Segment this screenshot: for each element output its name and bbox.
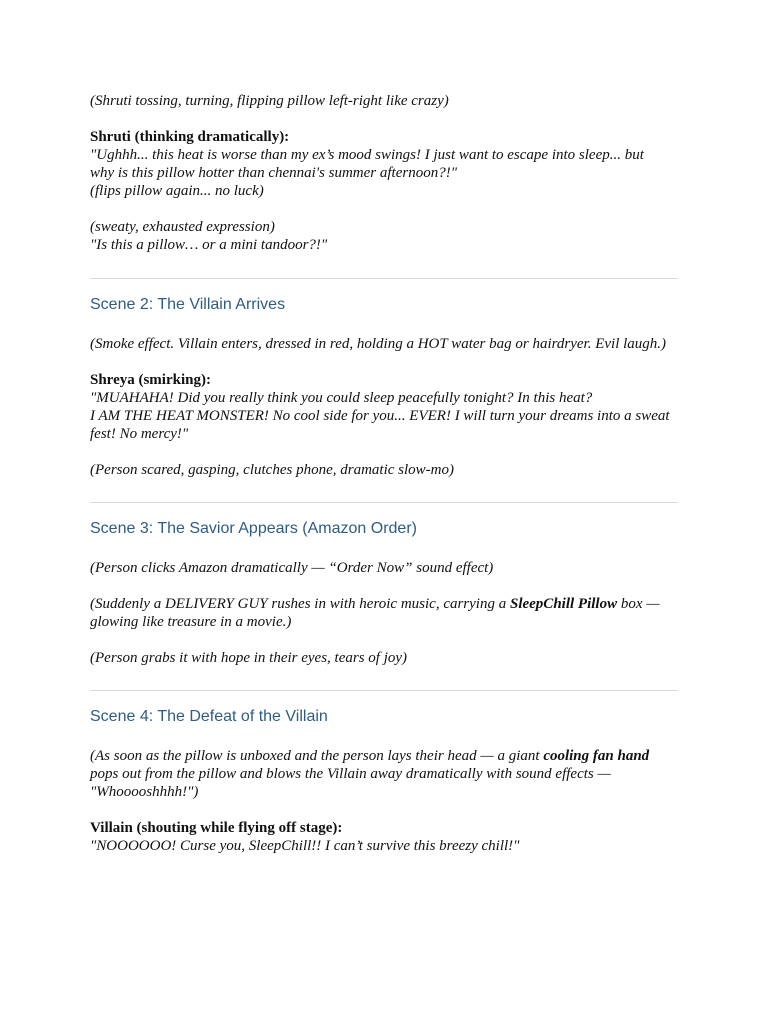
stage-direction: (Smoke effect. Villain enters, dressed in red, holding a HOT water bag or hairdryer. Evil laugh.) [90,336,667,352]
dialogue-line: "MUAHAHA! Did you really think you could sleep peacefully tonight? In this heat? [90,390,593,406]
stage-direction: glowing like treasure in a movie.) [90,614,292,630]
dialogue-line: "Ughhh... this heat is worse than my ex’s mood swings! I just want to escape into sleep... but [90,147,644,163]
stage-direction: (sweaty, exhausted expression) [90,219,275,235]
dialogue-line: I AM THE HEAT MONSTER! No cool side for you... EVER! I will turn your dreams into a sweat [90,408,670,424]
scene-4-section [90,707,680,855]
stage-direction: (flips pillow again... no luck) [90,183,264,199]
stage-direction [90,747,680,765]
speaker-label: Villain (shouting while flying off stage): [90,820,343,836]
stage-direction: pops out from the pillow and blows the Villain away dramatically with sound effects — [90,766,611,782]
stage-direction: (Person scared, gasping, clutches phone, dramatic slow-mo) [90,462,454,478]
stage-direction [90,595,680,613]
scene-1-section [90,92,680,254]
scene-3-section [90,519,680,667]
product-name: SleepChill Pillow [509,596,618,612]
stage-direction: (Shruti tossing, turning, flipping pillow left-right like crazy) [90,93,449,109]
speaker-label: Shreya (smirking): [90,372,211,388]
dialogue-line: fest! No mercy!" [90,426,189,442]
dialogue-line: why is this pillow hotter than chennai's summer afternoon?!" [90,165,457,181]
speaker-label: Shruti (thinking dramatically): [90,129,290,145]
stage-direction: (Person grabs it with hope in their eyes, tears of joy) [90,650,408,666]
text-segment: (Suddenly a DELIVERY GUY rushes in with heroic music, carrying a [90,596,510,612]
text-segment: (As soon as the pillow is unboxed and the person lays their head — a giant [90,748,544,764]
scene-heading: Scene 4: The Defeat of the Villain [90,708,328,725]
script-document [90,92,680,855]
text-segment: box — [617,596,660,612]
stage-direction: (Person clicks Amazon dramatically — “Order Now” sound effect) [90,560,494,576]
scene-heading: Scene 2: The Villain Arrives [90,296,286,313]
scene-2-section [90,295,680,479]
scene-heading: Scene 3: The Savior Appears (Amazon Order) [90,520,417,537]
highlighted-phrase: cooling fan hand [543,748,650,764]
dialogue-line: "Is this a pillow… or a mini tandoor?!" [90,237,328,253]
dialogue-line: "NOOOOOO! Curse you, SleepChill!! I can’t survive this breezy chill!" [90,838,520,854]
stage-direction: "Whooooshhhh!") [90,784,199,800]
